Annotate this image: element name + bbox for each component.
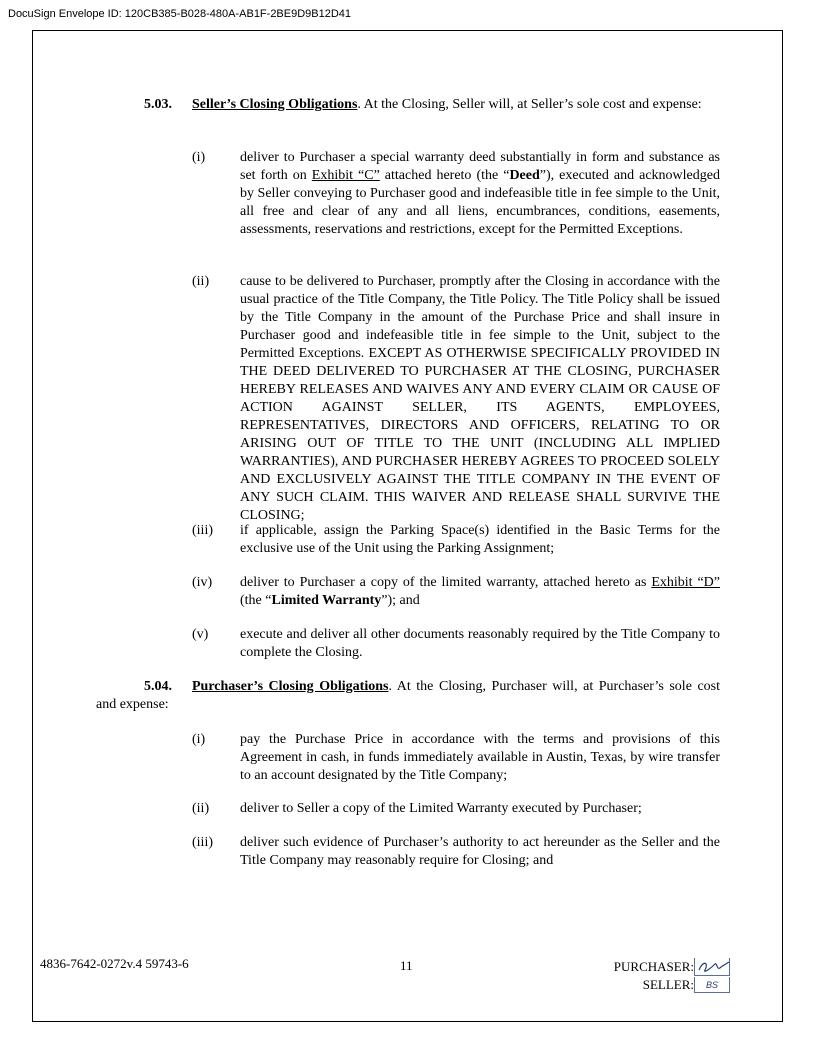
seller-label: SELLER:: [642, 977, 694, 992]
initials-labels: [604, 958, 694, 994]
list-item: [192, 149, 720, 239]
seller-initials: BS: [694, 977, 730, 993]
item-text: execute and deliver all other documents reasonably required by the Title Company to complete the Closing.: [240, 627, 720, 660]
item-number: (i): [192, 732, 206, 747]
item-number: (ii): [192, 274, 210, 289]
item-number: (i): [192, 150, 206, 165]
page-number: 11: [400, 958, 413, 973]
item-number: (iv): [192, 575, 213, 590]
list-item: [192, 522, 720, 558]
exhibit-reference: Exhibit “C”: [311, 168, 380, 183]
item-number: (ii): [192, 801, 210, 816]
item-text: deliver to Purchaser a copy of the limited warranty, attached hereto as Exhibit “D” (the “Limited Warranty”); and: [240, 575, 720, 608]
list-item: [192, 731, 720, 785]
section-number: 5.04.: [144, 679, 172, 694]
section-intro: . At the Closing, Seller will, at Seller’s sole cost and expense:: [357, 97, 702, 112]
item-text: deliver to Seller a copy of the Limited Warranty executed by Purchaser;: [240, 801, 642, 816]
purchaser-initials-signature: [695, 958, 731, 976]
list-item: [192, 834, 720, 870]
section-heading: [96, 678, 720, 714]
docusign-envelope-id: DocuSign Envelope ID: 120CB385-B028-480A-AB1F-2BE9D9B12D41: [8, 8, 352, 20]
list-item: [192, 574, 720, 610]
section-title: Purchaser’s Closing Obligations: [192, 679, 389, 694]
item-text: if applicable, assign the Parking Space(s) identified in the Basic Terms for the exclusive use of the Unit using the Parking Assignment;: [240, 523, 720, 556]
item-number: (iii): [192, 523, 213, 538]
list-item: [192, 626, 720, 662]
list-item: [192, 273, 720, 525]
item-text: cause to be delivered to Purchaser, promptly after the Closing in accordance with the usual practice of the Title Company, the Title Policy. The Title Policy shall be issued by the Title Company in the amount of the Purchase Price and shall insure in Purchaser good and indefeasible title in fee simple to the Unit, subject to the Permitted Exceptions. EXCEPT AS OTHERWISE SPECIFICALLY PROVIDED IN THE DEED DELIVERED TO PURCHASER AT THE CLOSING, PURCHASER HEREBY RELEASES AND WAIVES ANY AND EVERY CLAIM OR CAUSE OF ACTION AGAINST SELLER, ITS AGENTS, EMPLOYEES, REPRESENTATIVES, DIRECTORS AND OFFICERS, RELATING TO OR ARISING OUT OF TITLE TO THE UNIT (INCLUDING ALL IMPLIED WARRANTIES), AND PURCHASER HEREBY AGREES TO PROCEED SOLELY AND EXCLUSIVELY AGAINST THE TITLE COMPANY IN THE EVENT OF ANY SUCH CLAIM. THIS WAIVER AND RELEASE SHALL SURVIVE THE CLOSING;: [240, 274, 720, 523]
item-text: deliver to Purchaser a special warranty deed substantially in form and substance as set forth on Exhibit “C” attached hereto (the “Deed”), executed and acknowledged by Seller conveying to Purchaser good and indefeasible title in fee simple to the Unit, all free and clear of any and all liens, encumbrances, conditions, easements, assessments, reservations and restrictions, except for the Permitted Exceptions.: [240, 150, 720, 237]
item-number: (iii): [192, 835, 213, 850]
document-reference: 4836-7642-0272v.4 59743-6: [40, 956, 189, 971]
item-number: (v): [192, 627, 209, 642]
exhibit-reference: Exhibit “D”: [651, 575, 720, 590]
purchaser-initials: [694, 958, 730, 976]
defined-term: Limited Warranty: [271, 593, 382, 608]
section-heading: [96, 96, 720, 114]
section-intro: . At the Closing, Purchaser will, at Purchaser’s sole cost and expense:: [96, 679, 721, 712]
section-number: 5.03.: [144, 97, 172, 112]
list-item: [192, 800, 720, 818]
item-text: deliver such evidence of Purchaser’s authority to act hereunder as the Seller and the Title Company may reasonably require for Closing; and: [240, 835, 720, 868]
section-title: Seller’s Closing Obligations: [192, 97, 358, 112]
defined-term: Deed: [509, 168, 540, 183]
purchaser-label: PURCHASER:: [613, 959, 694, 974]
item-text: pay the Purchase Price in accordance with the terms and provisions of this Agreement in cash, in funds immediately available in Austin, Texas, by wire transfer to an account designated by the Title Company;: [240, 732, 720, 783]
